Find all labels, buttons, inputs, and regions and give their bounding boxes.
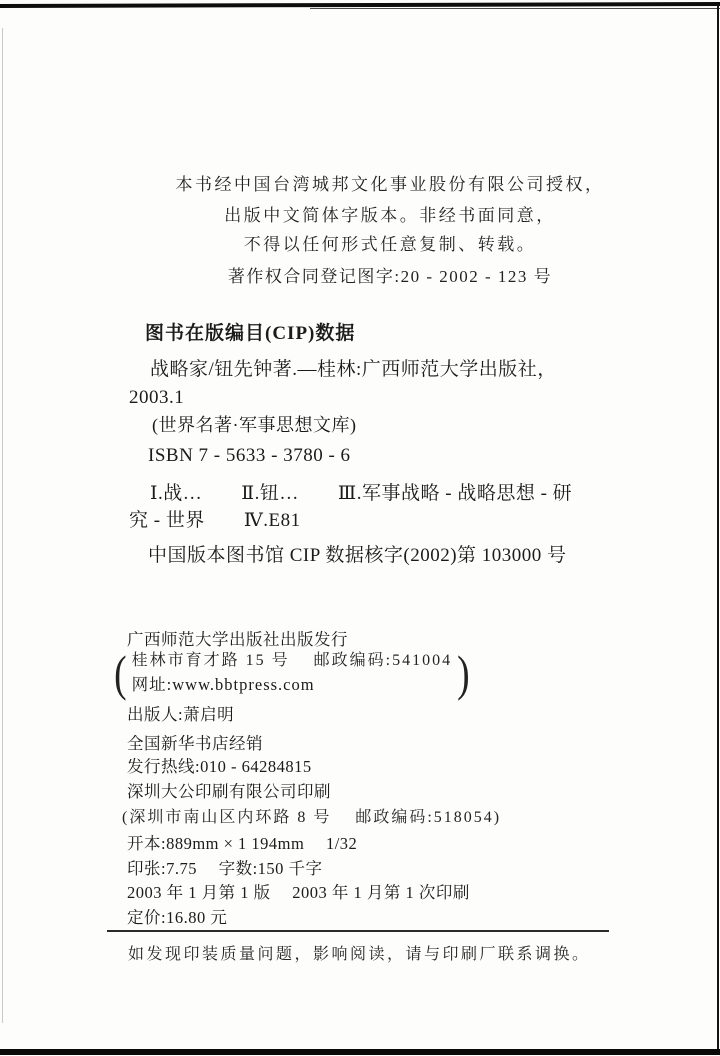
cip-classification-line-1: Ⅰ.战… Ⅱ.钮… Ⅲ.军事战略 - 战略思想 - 研 — [150, 483, 573, 504]
copyright-registration-number: 著作权合同登记图字:20 - 2002 - 123 号 — [227, 267, 553, 286]
publisher-line: 广西师范大学出版社出版发行 — [127, 630, 348, 649]
price-line: 定价:16.80 元 — [127, 908, 228, 927]
cip-title-line: 战略家/钮先钟著.—桂林:广西师范大学出版社， — [150, 359, 557, 380]
page-border-top-echo — [310, 8, 720, 9]
quality-note: 如发现印装质量问题，影响阅读，请与印刷厂联系调换。 — [128, 946, 591, 963]
cip-year: 2003.1 — [129, 387, 185, 408]
page-border-right — [717, 4, 719, 1050]
authorization-line-3: 不得以任何形式任意复制、转载。 — [243, 235, 537, 254]
page-border-bottom — [0, 1049, 720, 1055]
cip-record-number: 中国版本图书馆 CIP 数据核字(2002)第 103000 号 — [148, 545, 567, 566]
publisher-person-line: 出版人:萧启明 — [127, 705, 235, 724]
publisher-address: 桂林市育才路 15 号 邮政编码:541004 — [131, 652, 453, 669]
divider-rule — [107, 930, 609, 932]
cip-series: (世界名著·军事思想文库) — [152, 415, 357, 435]
cip-heading: 图书在版编目(CIP)数据 — [145, 323, 356, 344]
cip-classification-line-2: 究 - 世界 Ⅳ.E81 — [129, 510, 301, 531]
authorization-line-2: 出版中文简体字版本。非经书面同意， — [224, 206, 556, 225]
sheets-line: 印张:7.75 字数:150 千字 — [127, 859, 323, 878]
paren-left: ( — [114, 645, 127, 701]
distribution-line: 全国新华书店经销 — [127, 734, 263, 753]
edition-line: 2003 年 1 月第 1 版 2003 年 1 月第 1 次印刷 — [127, 883, 470, 902]
cip-isbn: ISBN 7 - 5633 - 3780 - 6 — [148, 445, 351, 466]
authorization-line-1: 本书经中国台湾城邦文化事业股份有限公司授权， — [175, 175, 605, 194]
page-border-left — [2, 28, 3, 1023]
hotline-line: 发行热线:010 - 64284815 — [127, 757, 312, 776]
printer-address-line: (深圳市南山区内环路 8 号 邮政编码:518054) — [122, 809, 502, 826]
format-line: 开本:889mm × 1 194mm 1/32 — [127, 834, 358, 853]
publisher-address-group — [112, 645, 472, 701]
printer-line: 深圳大公印刷有限公司印刷 — [127, 782, 331, 801]
paren-right: ) — [457, 645, 470, 701]
publisher-website: 网址:www.bbtpress.com — [131, 675, 315, 694]
